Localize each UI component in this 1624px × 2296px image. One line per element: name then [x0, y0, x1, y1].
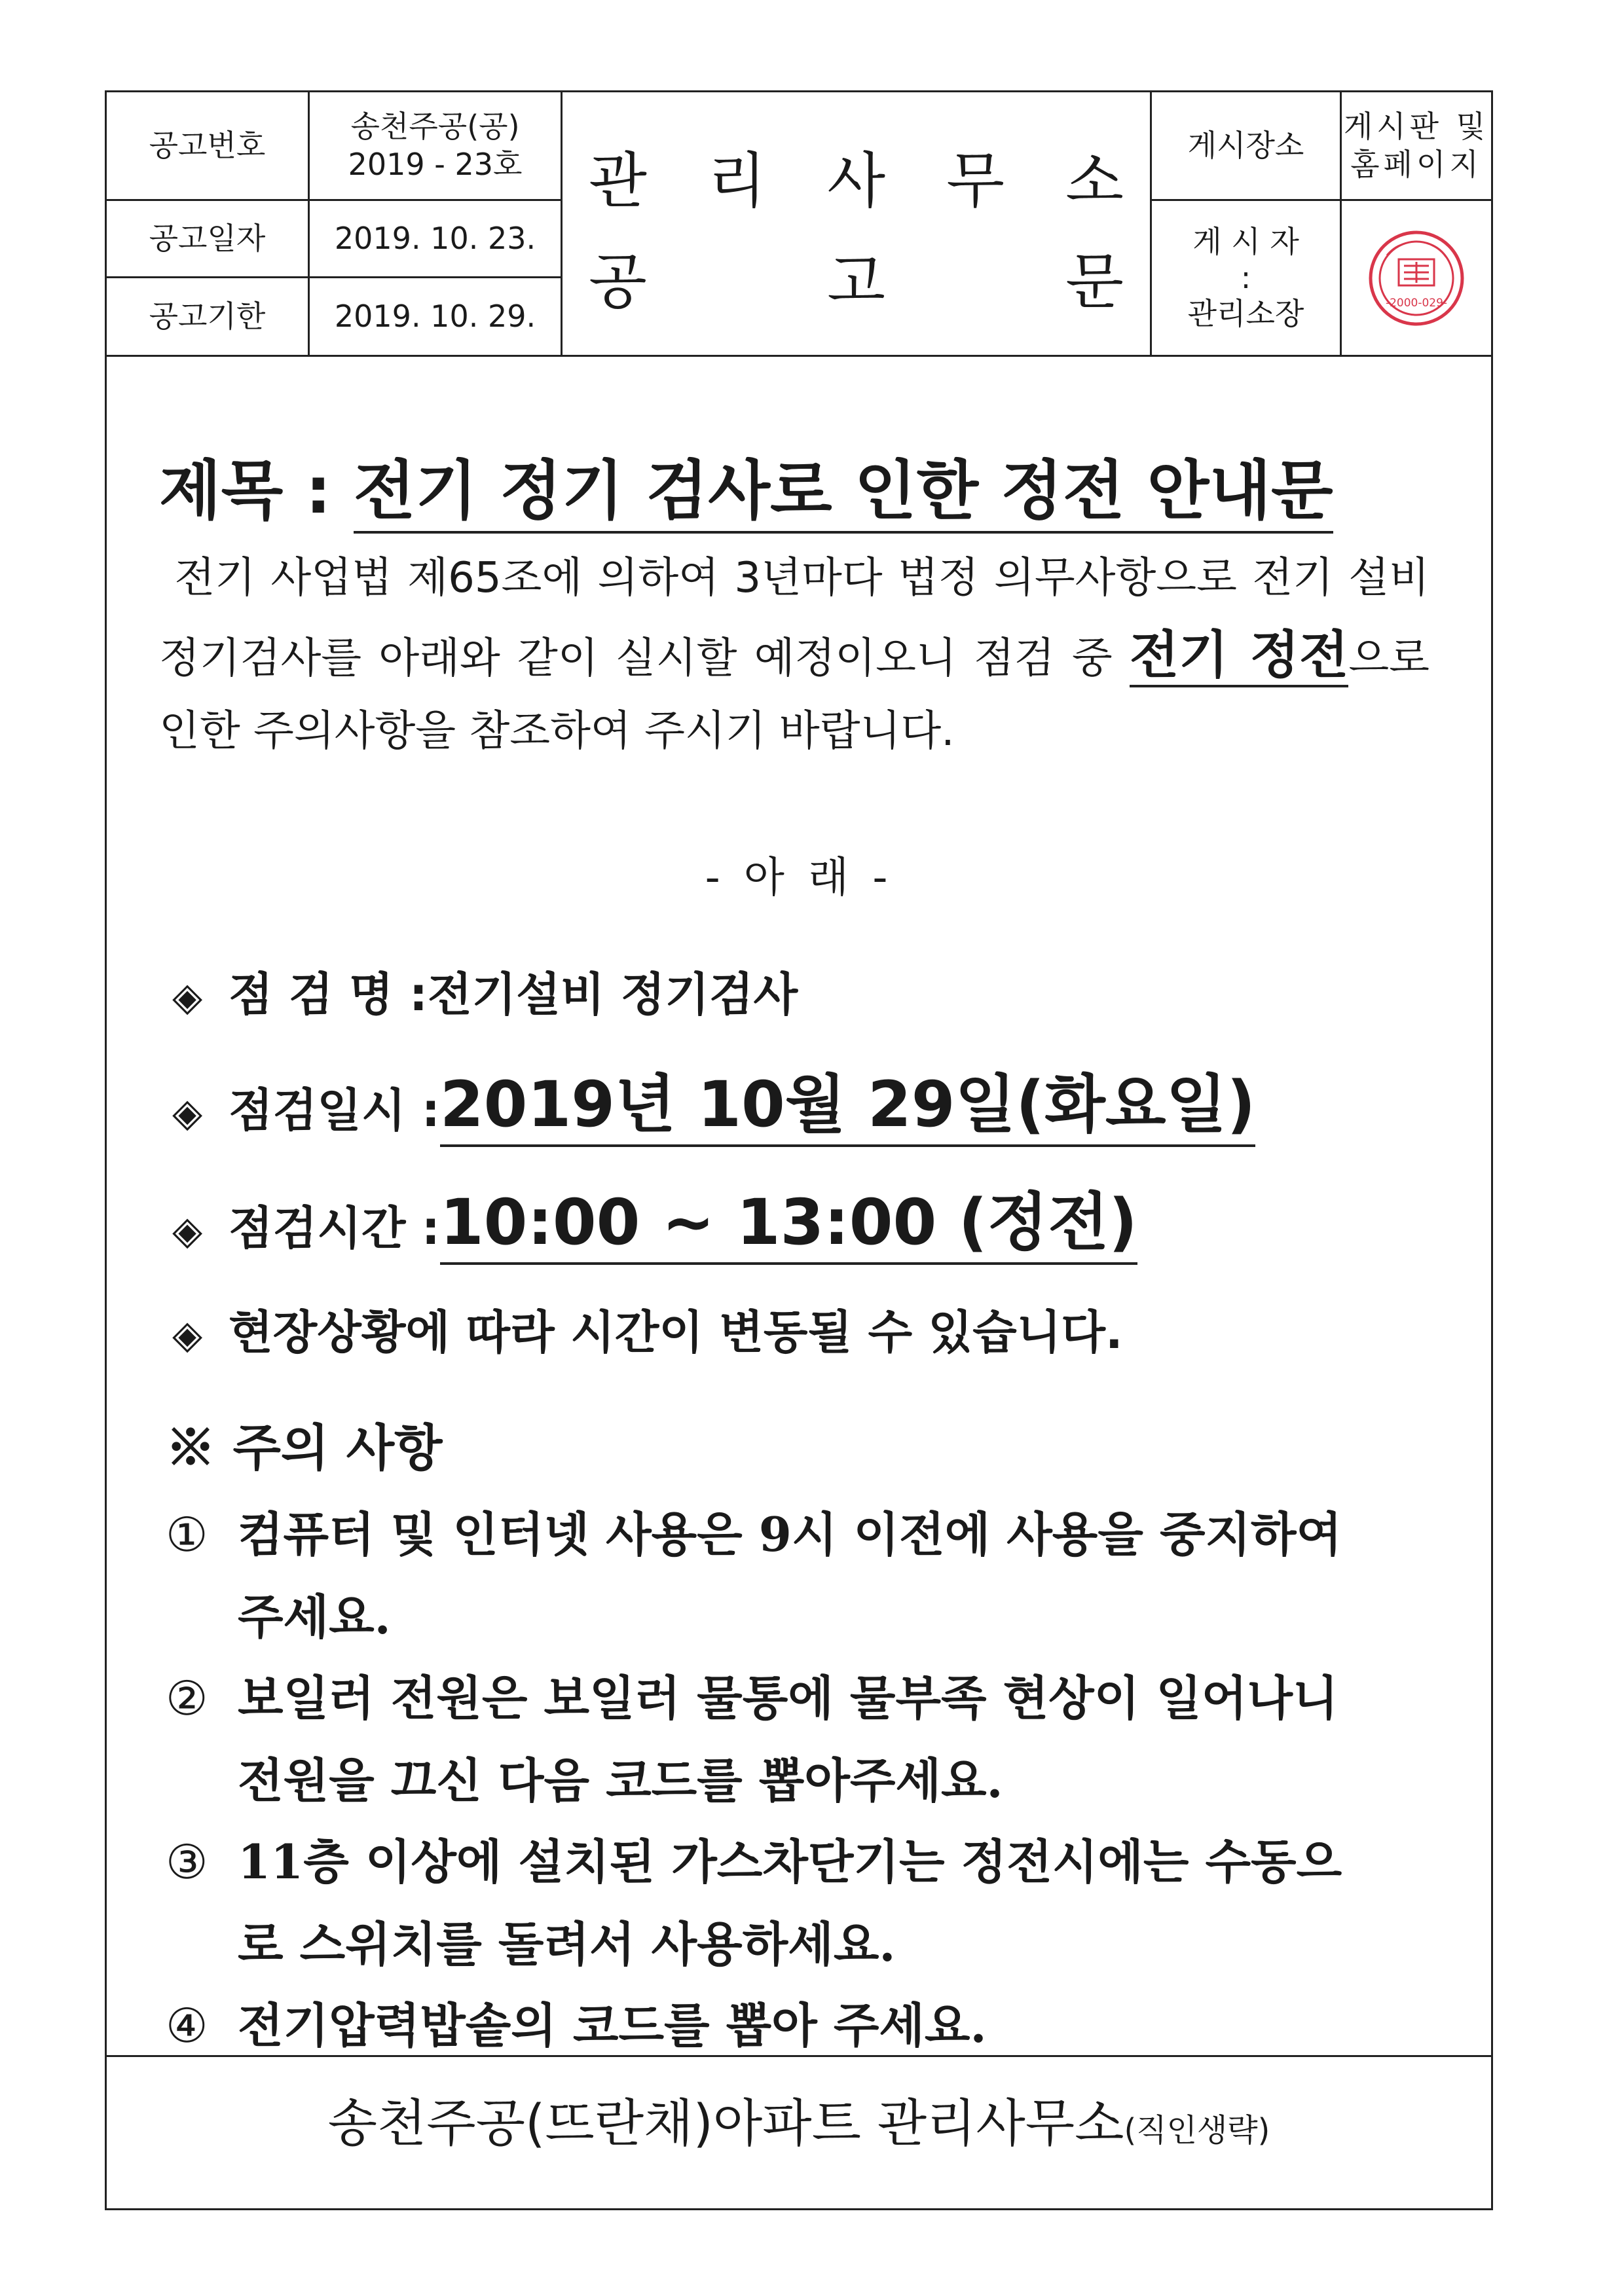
diamond-icon: ◈: [172, 1090, 203, 1136]
seal-stamp-icon: [1367, 229, 1466, 327]
item-inspection-name: ◈ 점 검 명 : 전기설비 정기검사: [172, 968, 798, 1021]
caution-item-3: ③ 11층 이상에 설치된 가스차단기는 정전시에는 수동으 로 스위치를 돌려서 사용하세요.: [166, 1834, 1342, 1972]
title-line-1: 관 리 사 무 소: [589, 146, 1124, 216]
issuer-footer: 송천주공(뜨란채)아파트 관리사무소(직인생략): [327, 2094, 1270, 2153]
notice-no-label: 공고번호: [107, 92, 310, 201]
cautions-title: ※ 주의 사항: [166, 1419, 443, 1477]
diamond-icon: ◈: [172, 1208, 203, 1254]
notice-date-label: 공고일자: [107, 201, 310, 278]
item-inspection-time: ◈ 점검시간 : 10:00 ~ 13:00 (정전): [172, 1173, 1137, 1265]
notice-frame: [105, 90, 1493, 2210]
notice-no-value: 송천주공(공) 2019 - 23호: [310, 92, 563, 201]
official-seal: [1342, 201, 1491, 357]
intro-paragraph: 전기 사업법 제65조에 의하여 3년마다 법정 의무사항으로 전기 설비 정기검사를 아래와 같이 실시할 예정이오니 점검 중 전기 정전으로 인한 주의사항을 참조하여 주시기 바랍니다.: [159, 554, 1430, 756]
post-place-label: 게시장소: [1152, 92, 1342, 201]
caution-item-4: ④ 전기압력밥솥의 코드를 뽑아 주세요.: [166, 1997, 987, 2053]
notice-deadline-label: 공고기한: [107, 278, 310, 357]
diamond-icon: ◈: [172, 1312, 203, 1358]
notice-deadline-value: 2019. 10. 29.: [310, 278, 563, 357]
item-time-change-note: ◈ 현장상황에 따라 시간이 변동될 수 있습니다.: [172, 1305, 1123, 1359]
post-place-value: 게시판 및 홈페이지: [1342, 92, 1491, 201]
poster-label: 게 시 자 : 관리소장: [1152, 201, 1342, 357]
caution-item-2: ② 보일러 전원은 보일러 물통에 물부족 현상이 일어나니 전원을 끄신 다음 코드를 뽑아주세요.: [166, 1670, 1338, 1808]
caution-item-1: ① 컴퓨터 및 인터넷 사용은 9시 이전에 사용을 중지하여 주세요.: [166, 1506, 1342, 1645]
emphasis-power-outage: 전기 정전: [1130, 626, 1348, 687]
section-divider-ahre: - 아 래 -: [705, 854, 893, 902]
item-inspection-date: ◈ 점검일시 : 2019년 10월 29일(화요일): [172, 1055, 1255, 1147]
notice-date-value: 2019. 10. 23.: [310, 201, 563, 278]
title-line-2: 공 고 문: [589, 247, 1124, 317]
footer-divider: [107, 2055, 1491, 2057]
svg-text:-2000-029-: -2000-029-: [1385, 296, 1448, 310]
document-title: [563, 92, 1152, 357]
header-table: [107, 92, 1491, 357]
diamond-icon: ◈: [172, 974, 203, 1020]
subject-title: 제목 : 전기 정기 검사로 인한 정전 안내문: [159, 439, 1333, 532]
